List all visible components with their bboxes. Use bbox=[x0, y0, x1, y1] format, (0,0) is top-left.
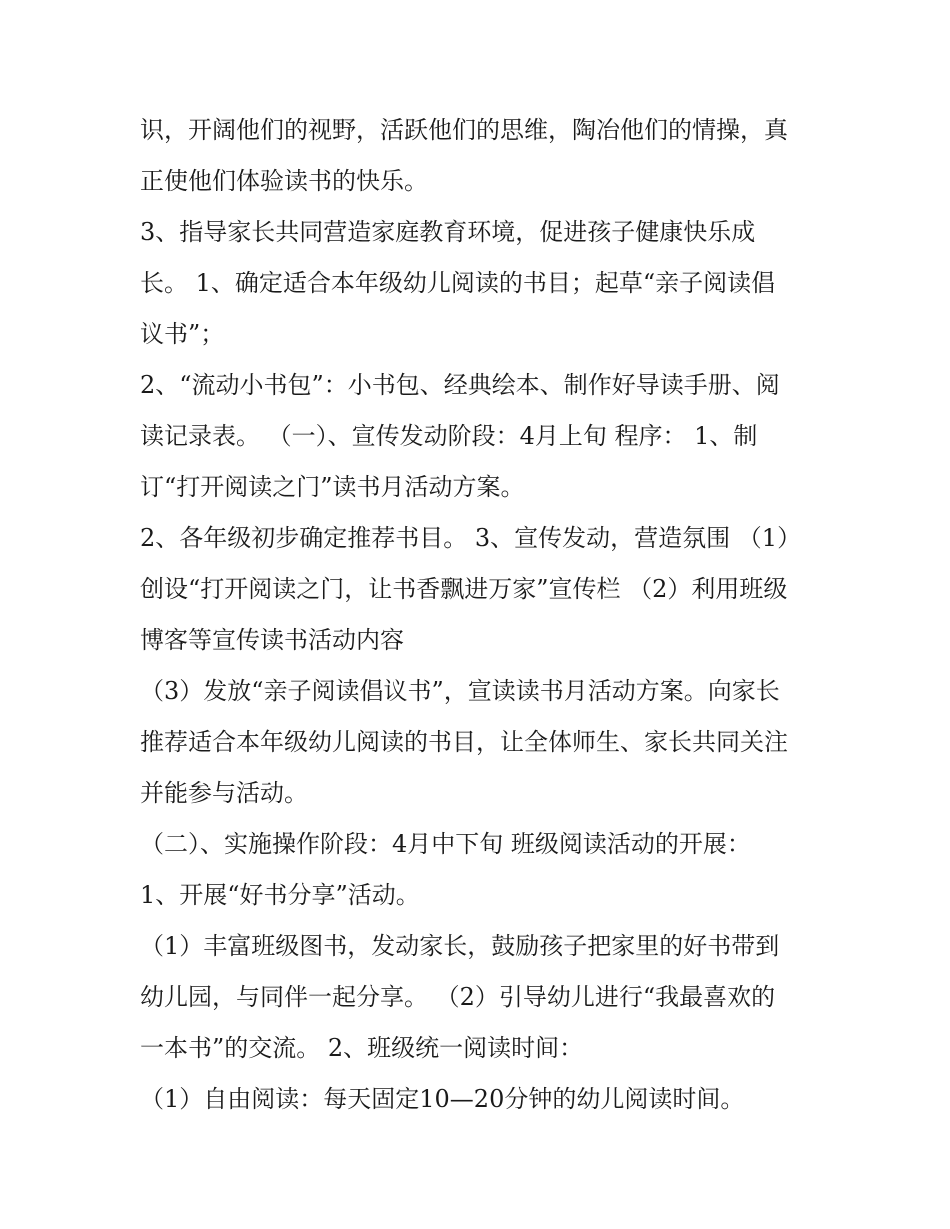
text-line: 识，开阔他们的视野，活跃他们的思维，陶冶他们的情操，真 bbox=[140, 116, 788, 144]
text-line: 2、“流动小书包”：小书包、经典绘本、制作好导读手册、阅 bbox=[140, 371, 780, 399]
text-line: 一本书”的交流。 2、班级统一阅读时间： bbox=[140, 1034, 584, 1062]
text-line: （3）发放“亲子阅读倡议书”，宣读读书月活动方案。向家长 bbox=[140, 677, 780, 705]
text-line: 幼儿园，与同伴一起分享。 （2）引导幼儿进行“我最喜欢的 bbox=[140, 983, 776, 1011]
text-line: （二）、实施操作阶段：4月中下旬 班级阅读活动的开展： bbox=[140, 830, 751, 858]
text-line: 订“打开阅读之门”读书月活动方案。 bbox=[140, 473, 525, 501]
text-line: 博客等宣传读书活动内容 bbox=[140, 626, 404, 654]
text-line: 3、指导家长共同营造家庭教育环境，促进孩子健康快乐成 bbox=[140, 218, 756, 246]
text-line: 1、开展“好书分享”活动。 bbox=[140, 881, 420, 909]
document-body bbox=[140, 105, 820, 1125]
text-line: （1）丰富班级图书，发动家长，鼓励孩子把家里的好书带到 bbox=[140, 932, 780, 960]
text-line: 议书”； bbox=[140, 320, 225, 348]
text-line: 2、各年级初步确定推荐书目。 3、宣传发动，营造氛围 （1） bbox=[140, 524, 802, 552]
text-line: 创设“打开阅读之门，让书香飘进万家”宣传栏 （2）利用班级 bbox=[140, 575, 788, 603]
text-line: （1）自由阅读：每天固定10—20分钟的幼儿阅读时间。 bbox=[140, 1085, 745, 1113]
text-line: 正使他们体验读书的快乐。 bbox=[140, 167, 428, 195]
text-line: 并能参与活动。 bbox=[140, 779, 308, 807]
text-line: 读记录表。 （一）、宣传发动阶段：4月上旬 程序： 1、制 bbox=[140, 422, 758, 450]
text-line: 长。 1、确定适合本年级幼儿阅读的书目；起草“亲子阅读倡 bbox=[140, 269, 776, 297]
text-line: 推荐适合本年级幼儿阅读的书目，让全体师生、家长共同关注 bbox=[140, 728, 788, 756]
